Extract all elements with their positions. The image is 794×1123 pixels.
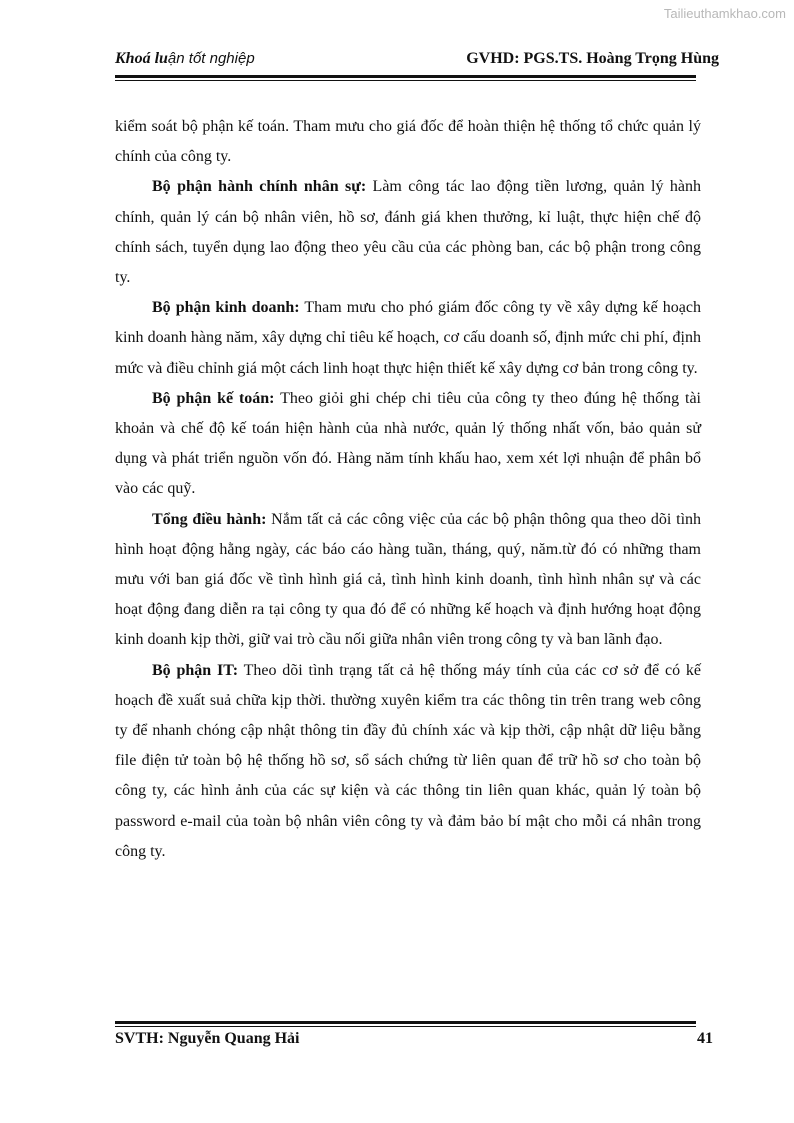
footer-student: SVTH: Nguyễn Quang Hải <box>115 1030 300 1047</box>
paragraph-sales <box>115 293 701 384</box>
paragraph-text: kiểm soát bộ phận kế toán. Tham mưu cho giá đốc để hoàn thiện hệ thống tổ chức quản lý chính của công ty. <box>115 118 701 166</box>
paragraph-lead: Tổng điều hành: <box>152 510 267 528</box>
paragraph-text: Nắm tất cả các công việc của các bộ phận thông qua theo dõi tình hình hoạt động hằng ngày, các báo cáo hàng tuần, tháng, quý, năm.từ đó có những tham mưu với ban giá đốc về tình hình giá cả, tình hình kinh doanh, tình hình nhân sự và các hoạt động đang diễn ra tại công ty qua đó để có những kế hoạch và định hướng hoạt động kinh doanh kịp thời, giữ vai trò cầu nối giữa nhân viên trong công ty và ban lãnh đạo. <box>115 510 702 649</box>
paragraph-text: Làm công tác lao động tiền lương, quản lý hành chính, quản lý cán bộ nhân viên, hồ sơ, đánh giá khen thưởng, kỉ luật, thực hiện chế độ chính sách, tuyển dụng lao động theo yêu cầu của các phòng ban, các bộ phận trong công ty. <box>115 178 701 287</box>
paragraph-text: Theo dõi tình trạng tất cả hệ thống máy tính của các cơ sở để có kế hoạch đề xuất suả chữa kịp thời. thường xuyên kiểm tra các thông tin trên trang web công ty để nhanh chóng cập nhật thông tin đầy đủ chính xác và kịp thời, cập nhật dữ liệu bằng file điện tử toàn bộ hệ thống hồ sơ, sổ sách chứng từ liên quan để trữ hồ sơ cho toàn bộ công ty, các hình ảnh của các sự kiện và các thông tin liên quan khác, quản lý toàn bộ password e-mail của toàn bộ nhân viên công ty và đảm bảo bí mật cho mỗi cá nhân trong công ty. <box>115 661 701 860</box>
header-title-bold: Khoá lu <box>115 50 168 67</box>
footer-rule-thin <box>115 1026 696 1027</box>
paragraph-lead: Bộ phận kinh doanh: <box>152 299 300 317</box>
header-thesis-title <box>115 50 255 68</box>
watermark: Tailieuthamkhao.com <box>663 6 786 21</box>
paragraph-lead: Bộ phận hành chính nhân sự: <box>152 178 367 196</box>
paragraph-general-management <box>115 505 701 656</box>
header-supervisor: GVHD: PGS.TS. Hoàng Trọng Hùng <box>466 50 719 67</box>
paragraph-lead: Bộ phận IT: <box>152 661 239 679</box>
header-rule-thin <box>115 80 696 81</box>
header-rule-thick <box>115 75 696 78</box>
page-number: 41 <box>697 1030 713 1047</box>
paragraph-text: Theo giỏi ghi chép chi tiêu của công ty theo đúng hệ thống tài khoản và chế độ kế toán hiện hành của nhà nước, quản lý thống nhất vốn, bảo quản sử dụng và phát triển nguồn vốn đó. Hàng năm tính khấu hao, xem xét lợi nhuận để phân bổ vào các quỹ. <box>115 389 702 498</box>
footer-rule-thick <box>115 1021 696 1024</box>
paragraph-hr <box>115 172 701 293</box>
body-text <box>115 112 701 867</box>
page-header <box>115 50 719 72</box>
header-title-rest: ận tốt nghiệp <box>167 50 255 67</box>
paragraph-text: Tham mưu cho phó giám đốc công ty về xây dựng kế hoạch kinh doanh hàng năm, xây dựng chỉ tiêu kế hoạch, cơ cấu doanh số, định mức chi phí, định mức và điều chỉnh giá một cách linh hoạt thực hiện thiết kế xây dựng cơ bản trong công ty. <box>115 299 701 377</box>
paragraph-accounting <box>115 384 701 505</box>
paragraph-it <box>115 656 701 867</box>
paragraph-lead: Bộ phận kế toán: <box>152 389 275 407</box>
paragraph-continuation <box>115 112 701 172</box>
